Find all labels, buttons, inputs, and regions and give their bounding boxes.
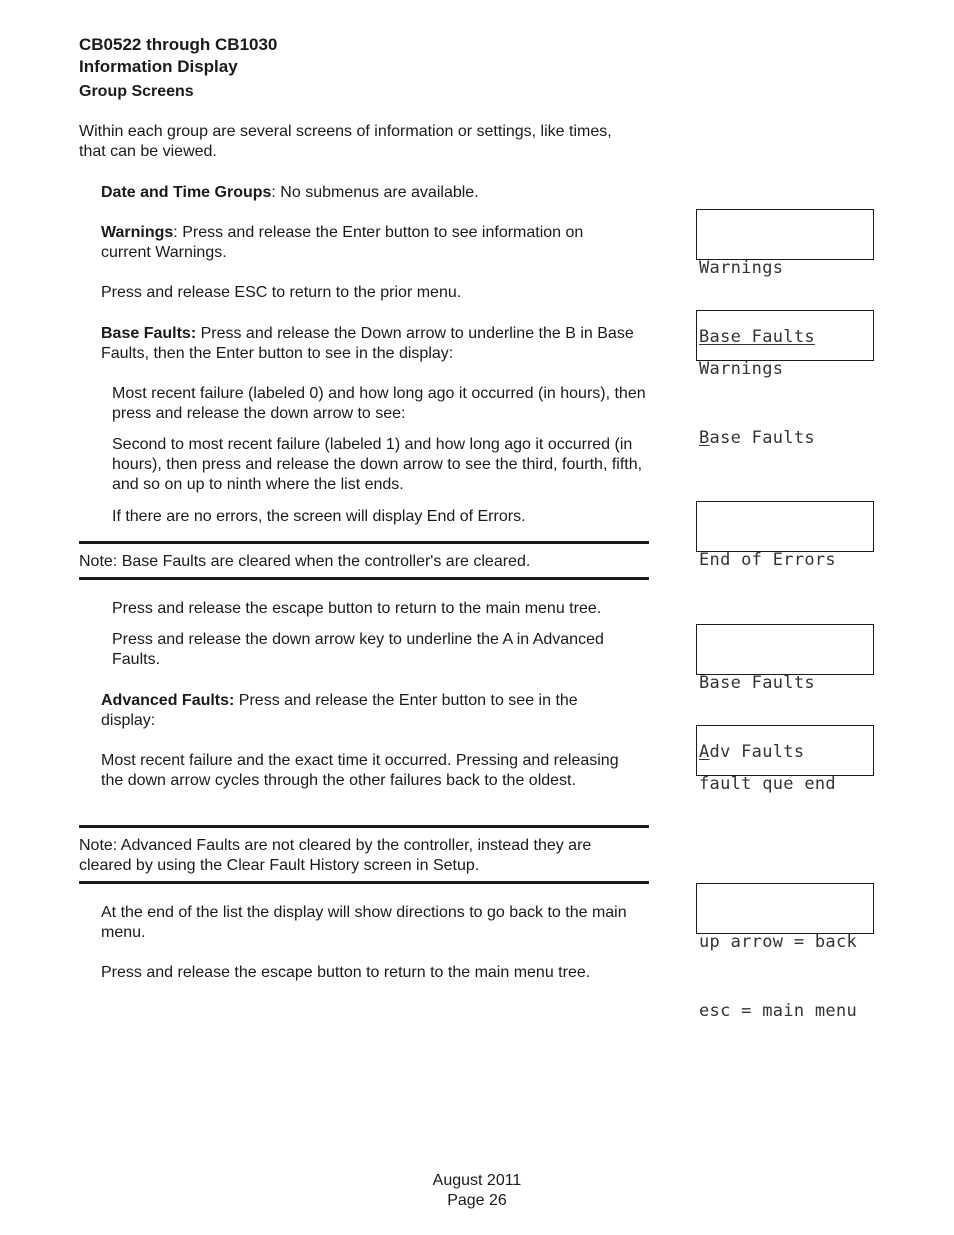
date-time-label: Date and Time Groups [101, 184, 272, 201]
escape-main-paragraph-2: Press and release the escape button to return to the main menu tree. [101, 964, 591, 981]
date-time-paragraph [101, 183, 661, 203]
base-faults-text: Press and release the Down arrow to underline the B in Base Faults, then the Enter button to see in the display: [101, 325, 634, 362]
lcd-display-fault-que-end [696, 725, 874, 794]
document-title: CB0522 through CB1030 [79, 35, 278, 54]
lcd-display-adv-faults [696, 624, 874, 762]
end-of-list-paragraph: At the end of the list the display will show directions to go back to the main menu. [101, 904, 627, 941]
down-arrow-adv-paragraph: Press and release the down arrow key to underline the A in Advanced Faults. [112, 631, 604, 668]
document-subtitle: Information Display [79, 57, 238, 76]
lcd-line-2: esc = main menu [699, 1001, 858, 1021]
warnings-label: Warnings [101, 224, 174, 241]
adv-recent-paragraph: Most recent failure and the exact time it occurred. Pressing and releasing the down arrow cycles through the other failures back to the oldest. [101, 752, 619, 789]
lcd-line-1: Base Faults [699, 673, 815, 693]
lcd-underlined-char: B [699, 428, 710, 448]
lcd-underlined-char: A [699, 742, 710, 762]
note-top-rule [79, 541, 649, 544]
adv-faults-label: Advanced Faults: [101, 692, 235, 709]
no-errors-paragraph: If there are no errors, the screen will display End of Errors. [112, 508, 526, 525]
adv-faults-paragraph [101, 691, 631, 731]
lcd-line-2-rest: ase Faults [709, 327, 815, 347]
lcd-line-2-rest: dv Faults [709, 742, 805, 762]
note2-top-rule [79, 825, 649, 828]
intro-paragraph: Within each group are several screens of information or settings, like times, that can be viewed. [79, 123, 612, 160]
footer-page-number: Page 26 [447, 1192, 507, 1209]
date-time-text: : No submenus are available. [271, 184, 479, 201]
lcd-display-end-of-errors [696, 501, 874, 570]
section-heading: Group Screens [79, 83, 194, 100]
base-faults-label: Base Faults: [101, 325, 197, 342]
base-faults-paragraph [101, 324, 641, 364]
warnings-text: : Press and release the Enter button to see information on current Warnings. [101, 224, 584, 261]
second-failure-paragraph: Second to most recent failure (labeled 1) and how long ago it occurred (in hours), then press and release the down arrow to see the third, fourth, fifth, and so on up to ninth where the list ends. [112, 436, 643, 493]
note-bottom-rule [79, 577, 649, 580]
lcd-line-1: Warnings [699, 359, 784, 379]
lcd-line-1: up arrow = back [699, 932, 858, 952]
lcd-line-1: fault que end [699, 774, 836, 794]
escape-main-paragraph: Press and release the escape button to return to the main menu tree. [112, 600, 602, 617]
lcd-line-2 [699, 427, 873, 450]
note2-bottom-rule [79, 881, 649, 884]
lcd-line-1: End of Errors [699, 550, 836, 570]
esc-paragraph: Press and release ESC to return to the prior menu. [101, 284, 462, 301]
lcd-line-2-rest: ase Faults [709, 428, 815, 448]
lcd-underlined-char: B [699, 327, 710, 347]
lcd-display-navigation [696, 883, 874, 1021]
adv-faults-text: Press and release the Enter button to see in the display: [101, 692, 578, 729]
footer-date: August 2011 [432, 1172, 522, 1189]
lcd-display-base-faults [696, 310, 874, 448]
note-base-faults: Note: Base Faults are cleared when the controller's are cleared. [79, 553, 531, 570]
lcd-display-warnings [696, 209, 874, 347]
recent-failure-paragraph: Most recent failure (labeled 0) and how long ago it occurred (in hours), then press and release the down arrow to see: [112, 385, 646, 422]
warnings-paragraph [101, 223, 631, 263]
lcd-line-1: Warnings [699, 258, 784, 278]
note-advanced-faults: Note: Advanced Faults are not cleared by the controller, instead they are cleared by using the Clear Fault History screen in Setup. [79, 837, 592, 874]
